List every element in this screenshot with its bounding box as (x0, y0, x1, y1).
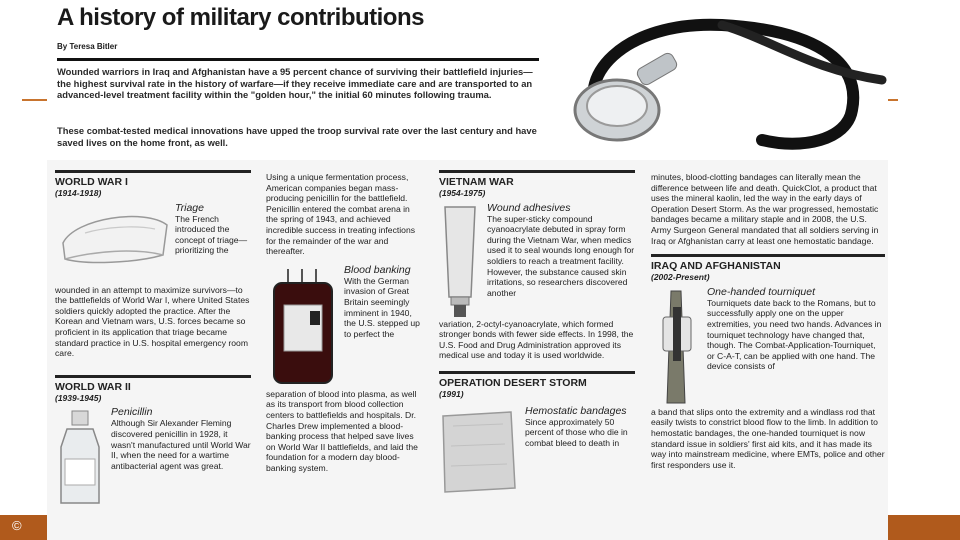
section-rule (55, 170, 251, 173)
ww2-title: WORLD WAR II (55, 380, 131, 393)
iraq-text-side: Tourniquets date back to the Romans, but to successfully apply one on the upper extremities, you need two hands. Advances in tourniquet technology have changed that, though. The Combat-Application-Tourniquet, or C-A-T, can be applied with one hand. The device consists of (707, 297, 882, 372)
vietnam-text-side: The super-sticky compound cyanoacrylate debuted in spray form during the Vietnam War, when medics used it to seal wounds long enough for soldiers to reach a treatment facility. However, the substance caused skin irritations, so researchers discovered another (487, 213, 635, 298)
ww1-text-side: The French introduced the concept of triage—prioritizing the (175, 213, 248, 256)
iraq-date: (2002-Present) (651, 272, 710, 283)
adhesive-tube-icon (439, 203, 481, 319)
blood-banking-text-side: With the German invasion of Great Britain seemingly imminent in 1940, the U.S. stepped up to perfect the (344, 275, 420, 339)
ww2-subtitle: Penicillin (111, 406, 153, 419)
column-1 (55, 170, 251, 507)
accent-line-left (22, 99, 47, 101)
ww1-title: WORLD WAR I (55, 176, 128, 188)
blood-bag-icon (266, 265, 340, 389)
iraq-title: IRAQ AND AFGHANISTAN (651, 260, 781, 273)
ww1-date: (1914-1918) (55, 188, 102, 198)
ww1-subtitle: Triage (175, 201, 204, 214)
ww1-text: wounded in an attempt to maximize survivors—to the battlefields of World War I, where United States soldiers quickly adopted the practice. After the Korean and Vietnam wars, U.S. forces became so proficient in its application that triage became standard practice in U.S. hospital emergency room care. (55, 284, 250, 359)
tourniquet-icon (651, 287, 703, 407)
desert-storm-title: OPERATION DESERT STORM (439, 376, 587, 389)
iraq-text: a band that slips onto the extremity and a windlass rod that easily twists to constrict blood flow to the limb. In addition to hemostatic bandages, the one-handed tourniquet is now standard issue in soldiers' first aid kits, and it has made its way into mainstream medicine, where EMTs, police and other first responders use it. (651, 406, 885, 470)
iraq-subtitle: One-handed tourniquet (707, 285, 815, 298)
header-rule (57, 58, 539, 61)
vietnam-date: (1954-1975) (439, 188, 486, 198)
desert-storm-date: (1991) (439, 388, 464, 399)
article-byline: By Teresa Bitler (57, 42, 118, 51)
penicillin-bottle-icon (55, 407, 105, 507)
copyright-symbol: © (12, 518, 22, 533)
article-title: A history of military contributions (57, 4, 424, 31)
vietnam-subtitle: Wound adhesives (487, 201, 571, 214)
blood-banking-subtitle: Blood banking (344, 263, 411, 276)
section-rule (439, 170, 635, 173)
article-image (47, 0, 888, 540)
vietnam-title: VIETNAM WAR (439, 176, 514, 188)
hemostatic-continued-text: minutes, blood-clotting bandages can literally mean the difference between life and death. QuickClot, a product that uses the mineral kaolin, led the way in the early days of Operation Desert Storm. As the war progressed, hemostatic bandages became a military staple and in 2008, the U.S. Army Surgeon General mandated that all soldiers serving in Iraq or Afghanistan carry at least one hemostatic bandage. (651, 172, 879, 246)
hemostatic-bandage-icon (439, 406, 517, 496)
nurse-cap-icon (55, 203, 173, 285)
desert-storm-subtitle: Hemostatic bandages (525, 404, 627, 417)
vietnam-text: variation, 2-octyl-cyanoacrylate, which formed stronger bonds with fewer side effects. In 1998, the U.S. Food and Drug Administration approved its medical use and today it is used worldwide. (439, 318, 634, 361)
ww2-date: (1939-1945) (55, 392, 102, 403)
section-rule (439, 371, 635, 374)
blood-banking-text: separation of blood into plasma, as well as its transport from blood collection centers to battlefields and hospitals. Dr. Charles Drew implemented a blood-banking process that helped save lives on World War II battlefields, and laid the foundation for a modern day blood-banking system. (266, 388, 418, 473)
stethoscope-icon (562, 0, 888, 160)
section-rule (651, 254, 885, 257)
ww2-text: Although Sir Alexander Fleming discovered penicillin in 1928, it wasn't manufactured until World War II, when the need for a wartime antibacterial agent was great. (111, 418, 251, 471)
column-2 (266, 172, 424, 474)
intro-paragraph-2: These combat-tested medical innovations have upped the troop survival rate over the last century and have saved lives on the home front, as well. (57, 125, 537, 148)
column-4 (651, 172, 885, 470)
section-rule (55, 375, 251, 378)
intro-paragraph-1: Wounded warriors in Iraq and Afghanistan have a 95 percent chance of surviving their battlefield injuries—the highest survival rate in the history of warfare—if they receive immediate care and are transported to an advanced-level treatment facility within the "golden hour," the initial 60 minutes following trauma. (57, 66, 533, 100)
article-header (47, 0, 888, 160)
column-3 (439, 170, 635, 496)
penicillin-continued-text: Using a unique fermentation process, American companies began mass-producing penicillin for the battlefield. Penicillin entered the combat arena in the spring of 1943, and achieved incredible success in treating infections for the remainder of the war and thereafter. (266, 172, 416, 257)
desert-storm-text: Since approximately 50 percent of those who die in combat bleed to death in (525, 416, 628, 448)
